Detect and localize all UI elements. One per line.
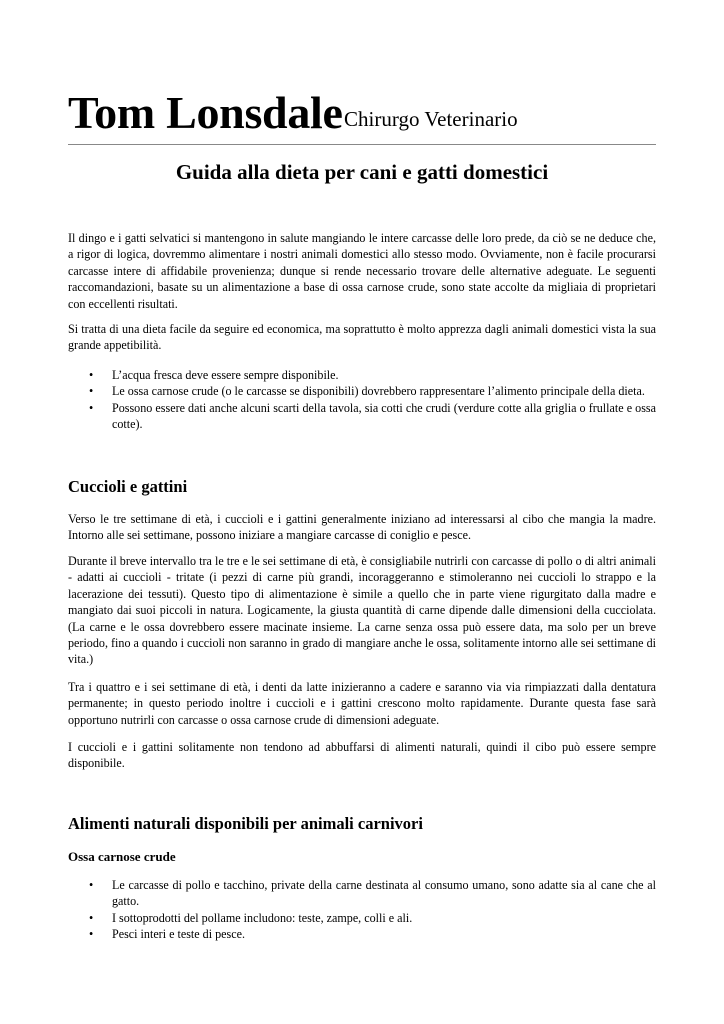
paragraph: Verso le tre settimane di età, i cuccioli e i gattini generalmente iniziano ad interessarsi al cibo che mangia la madre. Intorno alle sei settimane, possono iniziare a mangiare carcasse di coniglio e pesce.	[68, 512, 656, 543]
intro-paragraph-1	[68, 230, 656, 312]
list-item-text: L’acqua fresca deve essere sempre disponibile.	[112, 368, 339, 382]
section-puppies-heading-block	[68, 476, 656, 498]
bullet-icon: •	[89, 910, 94, 925]
section-heading: Cuccioli e gattini	[68, 477, 188, 496]
list-item-text: Le ossa carnose crude (o le carcasse se disponibili) dovrebbero rappresentare l’alimento principale della dieta.	[112, 384, 645, 399]
paragraph: Tra i quattro e i sei settimane di età, i denti da latte inizieranno a cadere e saranno via via rimpiazzati dalla dentatura permanente; in questo periodo inoltre i cuccioli e i gattini crescono molto rapidamente. Durante questa fase sarà opportuno nutrirli con carcasse o ossa carnose crude di dimensioni adeguate.	[68, 680, 656, 727]
intro-paragraph-2	[68, 321, 656, 354]
paragraph: I cuccioli e i gattini solitamente non tendono ad abbuffarsi di alimenti naturali, quindi il cibo può essere sempre disponibile.	[68, 740, 656, 771]
puppies-paragraph-1	[68, 511, 656, 544]
bullet-icon: •	[89, 878, 94, 892]
list-item	[68, 400, 656, 433]
paragraph: Si tratta di una dieta facile da seguire ed economica, ma soprattutto è molto apprezza dagli animali domestici vista la sua grande appetibilità.	[68, 322, 656, 353]
letterhead	[68, 82, 656, 145]
section-foods-heading-block	[68, 813, 656, 835]
bullet-icon: •	[89, 400, 94, 415]
puppies-paragraph-3	[68, 679, 656, 728]
author-name: Tom Lonsdale	[68, 87, 343, 138]
bullet-icon: •	[89, 368, 94, 382]
subsection-heading-block	[68, 848, 656, 866]
paragraph: Durante il breve intervallo tra le tre e le sei settimane di età, è consigliabile nutrirli con carcasse di pollo o di altri animali - adatti ai cuccioli - tritate (i pezzi di carne più grandi, incoraggeranno e stimoleranno nei cuccioli lo strappo e la lacerazione dei tessuti). Questo tipo di alimentazione è simile a quello che in parte viene rigurgitato dalla madre e mangiato dai suoi piccoli in natura. Logicamente, la giusta quantità di carne dipende dalle dimensioni della cucciolata. (La carne e le ossa dovrebbero essere macinate insieme. La carne senza ossa può essere data, ma solo per un breve periodo, fino a quando i cuccioli non saranno in grado di mangiare anche le ossa, solitamente intorno alle sei settimane di vita.)	[68, 554, 656, 667]
paragraph: Il dingo e i gatti selvatici si mantengono in salute mangiando le intere carcasse delle loro prede, da ciò se ne deduce che, a rigor di logica, dovremmo alimentare i nostri animali domestici allo stesso modo. Ovviamente, non è facile procurarsi carcasse intere di affidabile provenienza; dunque si rende necessario trovare delle alternative adeguate. Le seguenti raccomandazioni, basate su un alimentazione a base di ossa carnose crude, sono state accolte da migliaia di proprietari con eccellenti risultati.	[68, 231, 656, 311]
bullet-icon: •	[89, 384, 94, 399]
list-item	[68, 926, 656, 942]
list-item	[68, 383, 656, 399]
foods-bullet-list	[68, 877, 656, 943]
list-item-text: I sottoprodotti del pollame includono: teste, zampe, colli e ali.	[112, 910, 413, 925]
list-item-text: Le carcasse di pollo e tacchino, private della carne destinata al consumo umano, sono adatte sia al cane che al gatto.	[112, 878, 656, 909]
list-item	[68, 877, 656, 910]
puppies-paragraph-4	[68, 739, 656, 772]
puppies-paragraph-2	[68, 553, 656, 668]
list-item	[68, 367, 656, 383]
section-heading: Alimenti naturali disponibili per animali carnivori	[68, 814, 423, 833]
bullet-icon: •	[89, 927, 94, 942]
document-title: Guida alla dieta per cani e gatti domestici	[175, 160, 549, 184]
list-item-text: Pesci interi e teste di pesce.	[112, 927, 245, 942]
list-item	[68, 910, 656, 926]
subsection-heading: Ossa carnose crude	[68, 849, 176, 864]
list-item-text: Possono essere dati anche alcuni scarti della tavola, sia cotti che crudi (verdure cotte alla griglia o frullate e ossa cotte).	[112, 400, 656, 432]
intro-bullet-list	[68, 367, 656, 433]
author-title: Chirurgo Veterinario	[344, 107, 518, 131]
